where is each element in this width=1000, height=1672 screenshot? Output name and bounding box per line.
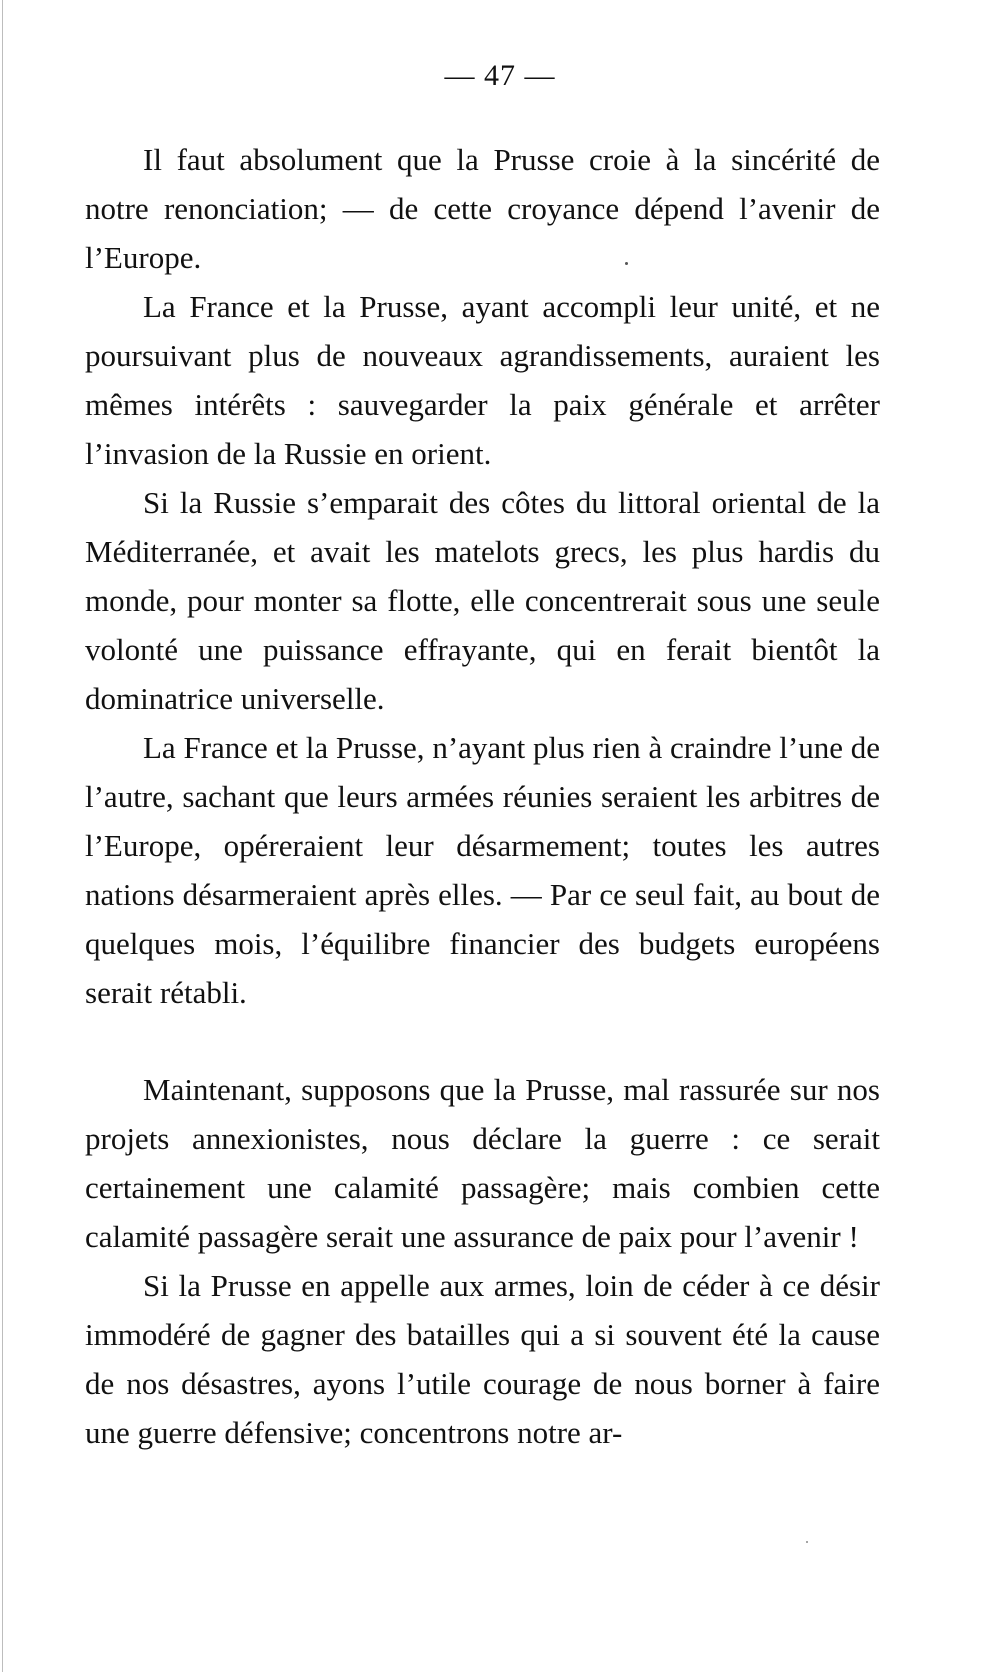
text-section-2 bbox=[85, 1065, 880, 1457]
paragraph-6: Si la Prusse en appelle aux armes, loin de céder à ce désir immodéré de gagner des batailles qui a si souvent été la cause de nos désastres, ayons l’utile courage de nous borner à faire une guerre défensive; concentrons notre ar- bbox=[85, 1268, 880, 1450]
page-number: — 47 — bbox=[444, 59, 556, 92]
page-left-edge bbox=[2, 0, 3, 1672]
paragraph-4: La France et la Prusse, n’ayant plus rien à craindre l’une de l’autre, sachant que leurs armées réunies seraient les arbitres de l’Europe, opéreraient leur désarmement; toutes les autres nations désarmeraient après elles. — Par ce seul fait, au bout de quelques mois, l’équilibre financier des budgets européens serait rétabli. bbox=[85, 730, 880, 1010]
paragraph-5: Maintenant, supposons que la Prusse, mal rassurée sur nos projets annexionistes, nous déclare la guerre : ce serait certainement une calamité passagère; mais combien cette calamité passagère serait une assurance de paix pour l’avenir ! bbox=[85, 1072, 880, 1254]
ink-speck bbox=[625, 262, 628, 265]
ink-speck bbox=[806, 1541, 808, 1543]
paragraph-2: La France et la Prusse, ayant accompli leur unité, et ne poursuivant plus de nouveaux agrandissements, auraient les mêmes intérêts : sauvegarder la paix générale et arrêter l’invasion de la Russie en orient. bbox=[85, 289, 880, 471]
paragraph-1: Il faut absolument que la Prusse croie à la sincérité de notre renonciation; — de cette croyance dépend l’avenir de l’Europe. bbox=[85, 142, 880, 275]
paragraph-3: Si la Russie s’emparait des côtes du littoral oriental de la Méditerranée, et avait les matelots grecs, les plus hardis du monde, pour monter sa flotte, elle concentrerait sous une seule volonté une puissance effrayante, qui en ferait bientôt la dominatrice universelle. bbox=[85, 485, 880, 716]
text-section-1 bbox=[85, 135, 880, 1017]
